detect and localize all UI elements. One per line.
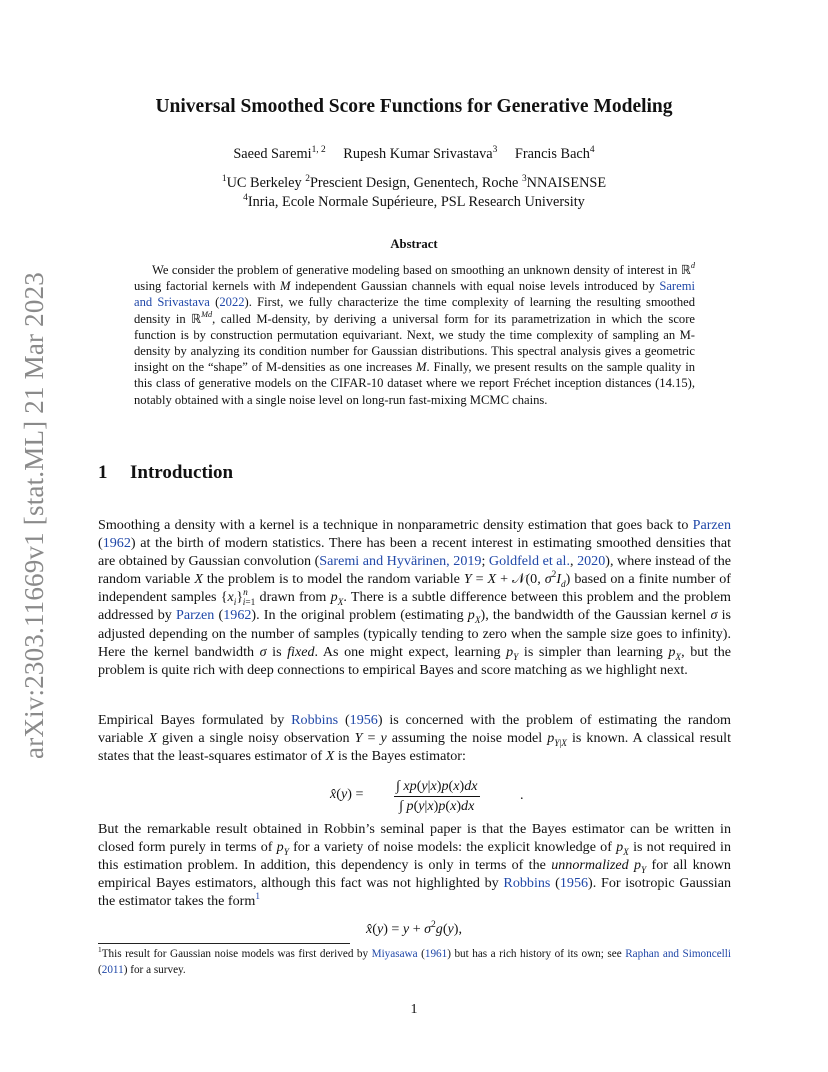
citation-link[interactable]: Goldfeld et al.: [488, 553, 570, 570]
citation-link[interactable]: Robbins: [503, 875, 551, 892]
page-number: 1: [410, 1002, 418, 1017]
intro-paragraph-3: But the remarkable result obtained in Robbin’s seminal paper is that the Bayes estimator can be written in closed form purely in terms of $p_Y$ for a variety of noise models: the explicit knowledge of $p_X$ is not required in this estimation problem. In addition, this dependency is only in terms of the unnormalized $p_Y$ for all known empirical Bayes estimators, although this fact was not highlighted by Robbins (1956). For isotropic Gaussian the estimator takes the form$^1$: [98, 821, 732, 910]
citation-year-link[interactable]: 1956: [349, 712, 378, 728]
paper-title: Universal Smoothed Score Functions for Generative Modeling: [155, 96, 673, 117]
affiliations: [0, 174, 828, 212]
citation-year-link[interactable]: 2022: [219, 295, 245, 310]
arxiv-identifier: [14, 265, 54, 765]
citation-link[interactable]: Saremi and Hyvärinen: [319, 553, 447, 570]
citation-year-link[interactable]: 1961: [424, 948, 448, 960]
footnote-divider: [98, 943, 350, 944]
affiliation-line-1: $^1$UC Berkeley $^2$Prescient Design, Genentech, Roche $^3$NNAISENSE: [221, 173, 607, 191]
arxiv-identifier-text: arXiv:2303.11669v1 [stat.ML] 21 Mar 2023: [18, 271, 49, 759]
author-name: Rupesh Kumar Srivastava: [343, 146, 493, 162]
gaussian-estimator-equation: x̂(y) = $y + \sigma^2g(y)$,: [365, 919, 463, 937]
citation-year-link[interactable]: 2020: [577, 553, 606, 570]
citation-year-link[interactable]: 2019: [453, 553, 482, 570]
author-list: [0, 146, 828, 163]
abstract-heading: Abstract: [390, 237, 438, 251]
author-affiliation-mark: 3: [492, 144, 498, 155]
author-affiliation-mark: 4: [589, 144, 595, 155]
author-affiliation-mark: 1, 2: [311, 144, 326, 155]
intro-paragraph-2: Empirical Bayes formulated by Robbins (1956) is concerned with the problem of estimating the random variable X given a single noisy observation Y = y assuming the noise model $p_{Y|X}$ is known. A classical result states that the least-squares estimator of X is the Bayes estimator:: [98, 712, 731, 765]
citation-link[interactable]: Saremi and Srivastava: [134, 279, 695, 310]
citation-year-link[interactable]: 2011: [101, 963, 124, 976]
citation-year-link[interactable]: 1962: [223, 607, 252, 624]
citation-year-link[interactable]: 1956: [559, 875, 589, 892]
citation-link[interactable]: Miyasawa: [371, 948, 418, 960]
footnote: $^1$This result for Gaussian noise models was first derived by Miyasawa (1961) but has a rich history of its own; see Raphan and Simoncelli (2011) for a survey.: [98, 944, 731, 976]
citation-year-link[interactable]: 1962: [102, 535, 131, 552]
author-name: Francis Bach: [514, 146, 590, 162]
section-heading: 1 Introduction: [98, 462, 234, 483]
citation-link[interactable]: Parzen: [176, 607, 215, 624]
abstract-body: We consider the problem of generative modeling based on smoothing an unknown density of interest in ℝ$^d$ using factorial kernels with M independent Gaussian channels with equal noise levels introduced by Saremi and Srivastava (2022). First, we fully characterize the time complexity of learning the resulting smoothed density in ℝ$^{Md}$, called M-density, by deriving a universal form for its parametrization in which the score function is by construction permutation equivariant. Next, we study the time complexity of sampling an M-density by analyzing its condition number for Gaussian distributions. This spectral analysis gives a geometric insight on the “shape” of M-densities as one increases M. Finally, we present results on the sample quality in this class of generative models on the CIFAR-10 dataset where we report Fréchet inception distances (14.15), notably obtained with a single noise level on long-run fast-mixing MCMC chains.: [134, 261, 696, 407]
citation-link[interactable]: Parzen: [692, 517, 731, 533]
citation-link[interactable]: Raphan and Simoncelli: [625, 948, 731, 960]
intro-paragraph-1: Smoothing a density with a kernel is a technique in nonparametric density estimation that goes back to Parzen (1962) at the birth of modern statistics. There has been a recent interest in estimating smoothed densities that are obtained by Gaussian convolution (Saremi and Hyvärinen, 2019; Goldfeld et al., 2020), where instead of the random variable X the problem is to model the random variable Y = X + 𝒩(0, $\sigma^2I_d$) based on a finite number of independent samples $\{x_i\}^n_{i=1}$ drawn from $p_X$. There is a subtle difference between this problem and the problem addressed by Parzen (1962). In the original problem (estimating $p_X$), the bandwidth of the Gaussian kernel σ is adjusted depending on the number of samples (typically tending to zero when the sample size goes to infinity). Here the kernel bandwidth σ is fixed. As one might expect, learning $p_Y$ is simpler than learning $p_X$, but the problem is quite rich with deep connections to empirical Bayes and score matching as we highlight next.: [98, 517, 732, 678]
citation-link[interactable]: Robbins: [291, 712, 339, 728]
author-name: Saeed Saremi: [233, 146, 312, 162]
bayes-estimator-equation: x̂(y) = $\frac{\int xp(y|x)p(x)dx}{\int p(y|x)p(x)dx}$ .: [330, 778, 524, 814]
footnote-marker[interactable]: 1: [255, 892, 260, 903]
affiliation-line-2: $^4$Inria, Ecole Normale Supérieure, PSL Research University: [243, 192, 585, 210]
